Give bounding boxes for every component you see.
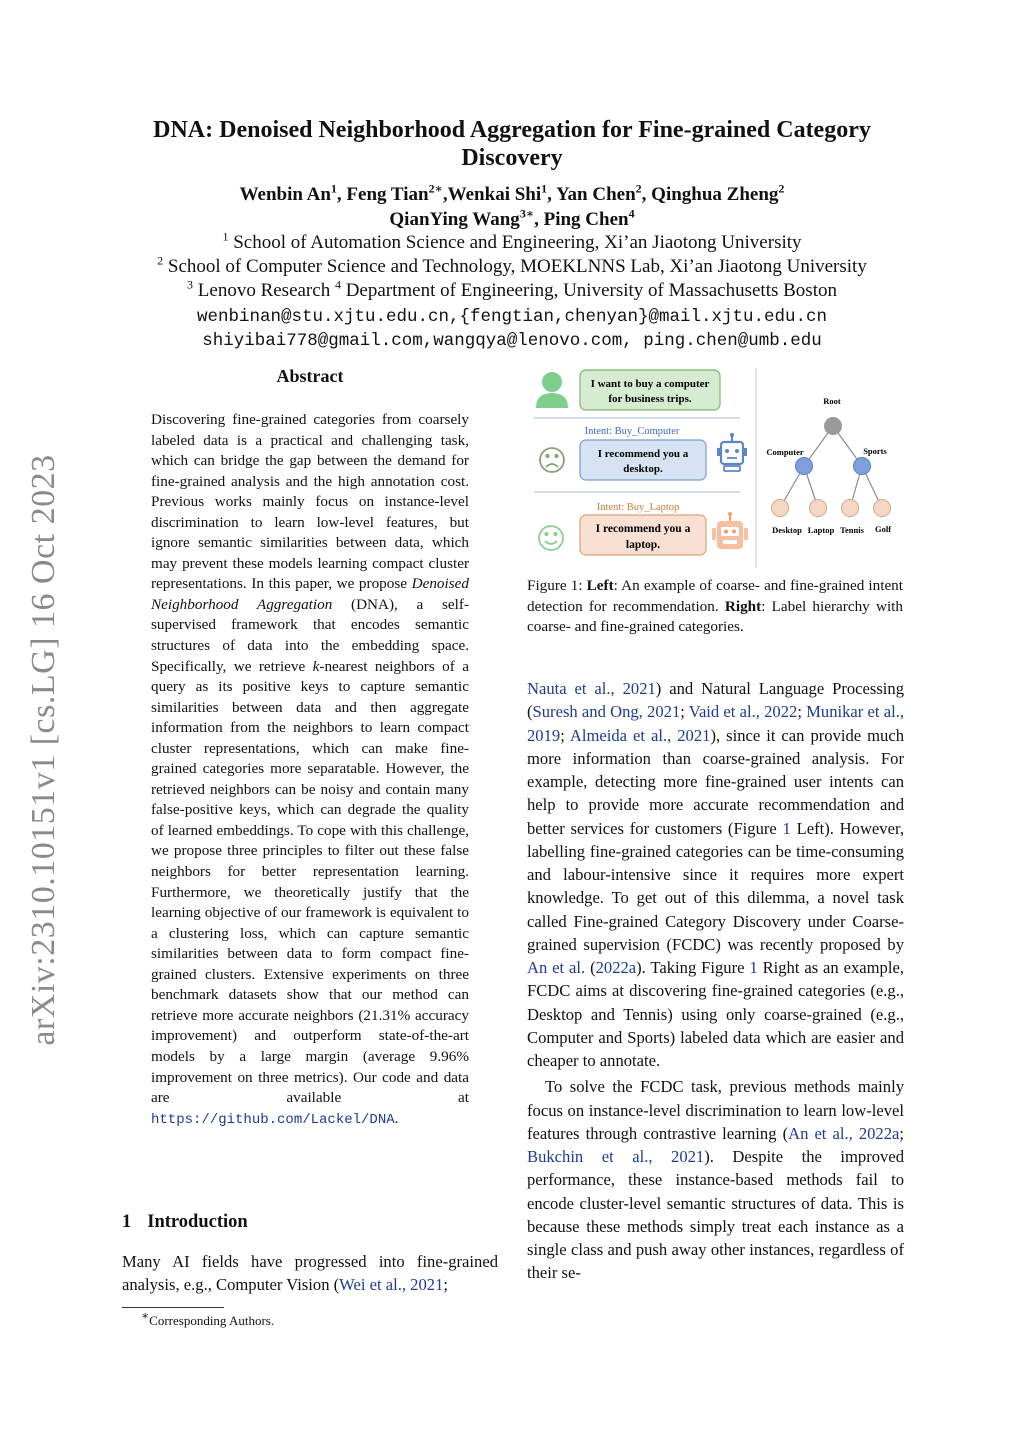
arxiv-identifier: arXiv:2310.10151v1 [cs.LG] 16 Oct 2023 bbox=[25, 454, 62, 1046]
tree-node-computer bbox=[796, 458, 813, 475]
caption-label: Figure 1: bbox=[527, 577, 587, 594]
tree-node-laptop bbox=[810, 500, 827, 517]
intro-paragraph-1 bbox=[527, 677, 904, 1072]
code-link[interactable]: https://github.com/Lackel/DNA bbox=[151, 1111, 395, 1128]
citation-link[interactable]: An et al., 2022a bbox=[788, 1123, 900, 1143]
affil-mark: 4 bbox=[334, 277, 341, 292]
intro-paragraph-2 bbox=[527, 1075, 904, 1284]
citation-link[interactable]: Vaid et al., 2022 bbox=[688, 702, 798, 722]
abstract-text: . bbox=[394, 1109, 399, 1127]
affil-mark: 2 bbox=[157, 253, 164, 268]
author-name: Feng Tian bbox=[346, 184, 429, 205]
author-name: Wenbin An bbox=[239, 184, 331, 205]
sad-face-icon bbox=[540, 448, 564, 472]
author-affil-mark: 3∗ bbox=[519, 206, 535, 221]
citation-link[interactable]: Wei et al., 2021 bbox=[339, 1275, 444, 1295]
section-title: Introduction bbox=[147, 1212, 248, 1232]
figure-1 bbox=[522, 362, 908, 574]
tree-node-tennis bbox=[842, 500, 859, 517]
abstract-body bbox=[151, 410, 469, 1130]
author-affil-mark: 2 bbox=[635, 181, 642, 196]
bot-reply-1-line-2: desktop. bbox=[623, 463, 663, 475]
footnote-mark: ∗ bbox=[141, 1308, 150, 1323]
figure-ref-link[interactable]: 1 bbox=[749, 958, 758, 977]
author-list bbox=[100, 182, 924, 232]
k-variable: k bbox=[312, 657, 320, 675]
author-sep: , bbox=[442, 184, 448, 205]
affil-text: Department of Engineering, University of Massachusetts Boston bbox=[340, 280, 837, 301]
robot-icon-orange bbox=[712, 512, 748, 549]
affil-mark: 1 bbox=[222, 229, 229, 244]
email-line-1: wenbinan@stu.xjtu.edu.cn,{fengtian,chenyan}@mail.xjtu.edu.cn bbox=[196, 307, 828, 327]
author-line-2 bbox=[100, 207, 924, 232]
section-number: 1 bbox=[122, 1212, 132, 1232]
body-text: ; bbox=[899, 1123, 904, 1143]
user-message-line-1: I want to buy a computer bbox=[590, 378, 710, 390]
user-message-line-2: for business trips. bbox=[608, 393, 692, 405]
body-text: Right as an example, FCDC aims at discovering fine-grained categories (e.g., Desktop and Tennis) using only coarse-grained (e.g., Computer and Sports) labeled data which are easier and cheaper to annotate. bbox=[527, 958, 904, 1070]
body-text: ), since it can provide much more information than coarse-grained analysis. For example, detecting more fine-grained user intents can help to provide more accurate recommendation and better services for customers (Figure bbox=[527, 725, 904, 838]
arxiv-sidebar bbox=[14, 450, 74, 1050]
abstract-text: Discovering fine-grained categories from coarsely labeled data is a practical and challenging task, which can bridge the gap between the demand for fine-grained analysis and the high annotation cost. Previous works mainly focus on instance-level discrimination to learn low-level features, but ignore semantic similarities between data, which may prevent these models learning compact cluster representations. In this paper, we propose bbox=[151, 411, 469, 593]
caption-text: : An example of coarse- and fine-grained intent detection for recommendation. bbox=[527, 577, 903, 615]
author-name: Ping Chen bbox=[543, 209, 629, 230]
abstract-text: (DNA), a self-supervised framework that encodes semantic structures of data into the embedding space. Specifically, we retrieve bbox=[151, 595, 469, 675]
author-sep: , bbox=[641, 184, 652, 205]
author-sep: , bbox=[534, 209, 544, 230]
tree-coarse-label-sports: Sports bbox=[863, 446, 887, 456]
footnote bbox=[141, 1308, 275, 1329]
affiliation-2 bbox=[100, 255, 924, 279]
citation-link[interactable]: Nauta et al., 2021 bbox=[527, 679, 656, 698]
citation-link[interactable]: Munikar et al., 2019 bbox=[527, 702, 905, 745]
body-text: ). Taking Figure bbox=[636, 958, 750, 977]
body-text: ; bbox=[797, 702, 807, 722]
affil-text: School of Automation Science and Engineering, Xi’an Jiaotong University bbox=[228, 232, 802, 253]
tree-fine-label-desktop: Desktop bbox=[772, 525, 802, 535]
caption-bold: Right bbox=[724, 597, 762, 615]
robot-icon-blue bbox=[717, 433, 747, 471]
figure-ref-link[interactable]: 1 bbox=[782, 818, 791, 838]
author-affil-mark: 1 bbox=[330, 181, 337, 196]
author-affil-mark: 4 bbox=[628, 206, 635, 221]
bot-reply-2-line-2: laptop. bbox=[625, 539, 661, 551]
figure-caption bbox=[527, 576, 903, 638]
author-affil-mark: 2 bbox=[778, 181, 785, 196]
affil-text: School of Computer Science and Technology, MOEKLNNS Lab, Xi’an Jiaotong University bbox=[163, 256, 867, 277]
citation-link[interactable]: An et al. bbox=[527, 958, 586, 977]
body-text: To solve the FCDC task, previous methods mainly focus on instance-level discrimination to learn low-level features through contrastive learning ( bbox=[527, 1077, 904, 1143]
email-line-2: shiyibai778@gmail.com,wangqya@lenovo.com, ping.chen@umb.edu bbox=[202, 331, 822, 351]
tree-fine-label-golf: Golf bbox=[874, 524, 892, 534]
introduction-left-text bbox=[122, 1250, 498, 1297]
author-name: QianYing Wang bbox=[389, 209, 520, 230]
tree-root-node bbox=[824, 417, 842, 435]
introduction-right-column bbox=[527, 677, 904, 1285]
author-name: Yan Chen bbox=[555, 184, 636, 205]
body-text: ) and Natural Language Processing ( bbox=[527, 679, 904, 722]
body-text: ; bbox=[560, 725, 570, 745]
affil-text: Lenovo Research bbox=[193, 280, 335, 301]
footnote-rule bbox=[122, 1307, 224, 1308]
author-affil-mark: 2∗ bbox=[428, 181, 443, 196]
abstract-text: -nearest neighbors of a query as its positive keys to capture semantic similarities between data and then aggregate information from the neighbors to learn compact cluster representations, which can make fine-grained categories more separatable. However, the retrieved neighbors can be noisy and contain many false-positive keys, which can degrade the quality of learned embeddings. To cope with this challenge, we propose three principles to filter out these false neighbors for better representation learning. Furthermore, we theoretically justify that the learning objective of our framework is equivalent to a clustering loss, which can capture semantic similarities between data to form compact fine-grained clusters. Extensive experiments on three benchmark datasets show that our method can retrieve more accurate neighbors (21.31% accuracy improvement) and outperform state-of-the-art models by a large margin (average 9.96% improvement on three metrics). Our code and data are available at bbox=[151, 657, 469, 1107]
abstract-heading: Abstract bbox=[276, 366, 344, 386]
citation-link[interactable]: Suresh and Ong, 2021 bbox=[532, 702, 681, 722]
method-name: Denoised Neighborhood Aggregation bbox=[151, 575, 469, 613]
citation-link[interactable]: Bukchin et al., 2021 bbox=[527, 1147, 705, 1166]
affiliation-3-4 bbox=[100, 279, 924, 303]
body-text: ; bbox=[443, 1275, 448, 1295]
section-heading-introduction bbox=[122, 1212, 248, 1233]
bot-reply-2-line-1: I recommend you a bbox=[595, 523, 691, 535]
body-text: ( bbox=[585, 958, 596, 977]
tree-fine-label-tennis: Tennis bbox=[840, 525, 864, 535]
body-text: ; bbox=[680, 702, 689, 722]
affil-mark: 3 bbox=[187, 277, 194, 292]
author-sep: , bbox=[547, 184, 556, 205]
intent-label-computer: Intent: Buy_Computer bbox=[584, 426, 680, 437]
intent-label-laptop: Intent: Buy_Laptop bbox=[596, 502, 680, 513]
citation-link[interactable]: 2022a bbox=[595, 958, 637, 977]
body-text: Many AI fields have progressed into fine-grained analysis, e.g., Computer Vision ( bbox=[122, 1252, 498, 1295]
affiliations bbox=[100, 231, 924, 303]
affiliation-1 bbox=[100, 231, 924, 255]
emails bbox=[60, 305, 964, 353]
author-name: Qinghua Zheng bbox=[651, 184, 779, 205]
author-line-1 bbox=[100, 182, 924, 207]
tree-node-desktop bbox=[772, 500, 789, 517]
author-name: Wenkai Shi bbox=[447, 184, 542, 205]
caption-bold: Left bbox=[586, 577, 614, 594]
tree-node-golf bbox=[874, 500, 891, 517]
paper-title: DNA: Denoised Neighborhood Aggregation for Fine-grained Category Discovery bbox=[153, 117, 871, 171]
tree-coarse-label-computer: Computer bbox=[766, 447, 804, 457]
caption-text: : Label hierarchy with coarse- and fine-grained categories. bbox=[527, 597, 903, 635]
author-affil-mark: 1 bbox=[541, 181, 548, 196]
bot-reply-1-line-1: I recommend you a bbox=[597, 448, 689, 460]
happy-face-icon bbox=[539, 526, 563, 550]
body-text: Left). However, labelling fine-grained categories can be time-consuming and labour-intensive since it requires more expert knowledge. To get out of this dilemma, a novel task called Fine-grained Category Discovery under Coarse-grained supervision (FCDC) was recently proposed by bbox=[527, 818, 904, 954]
author-sep: , bbox=[336, 184, 347, 205]
tree-fine-label-laptop: Laptop bbox=[807, 525, 835, 535]
user-icon bbox=[536, 372, 568, 408]
citation-link[interactable]: Almeida et al., 2021 bbox=[569, 725, 711, 745]
footnote-text: Corresponding Authors. bbox=[149, 1313, 275, 1328]
body-text: ). Despite the improved performance, these instance-based methods fail to encode cluster-level semantic structures of data. This is because these methods simply treat each instance as a single class and push away other instances, regardless of their se- bbox=[527, 1147, 904, 1283]
tree-node-sports bbox=[854, 458, 871, 475]
tree-root-label: Root bbox=[823, 396, 841, 406]
